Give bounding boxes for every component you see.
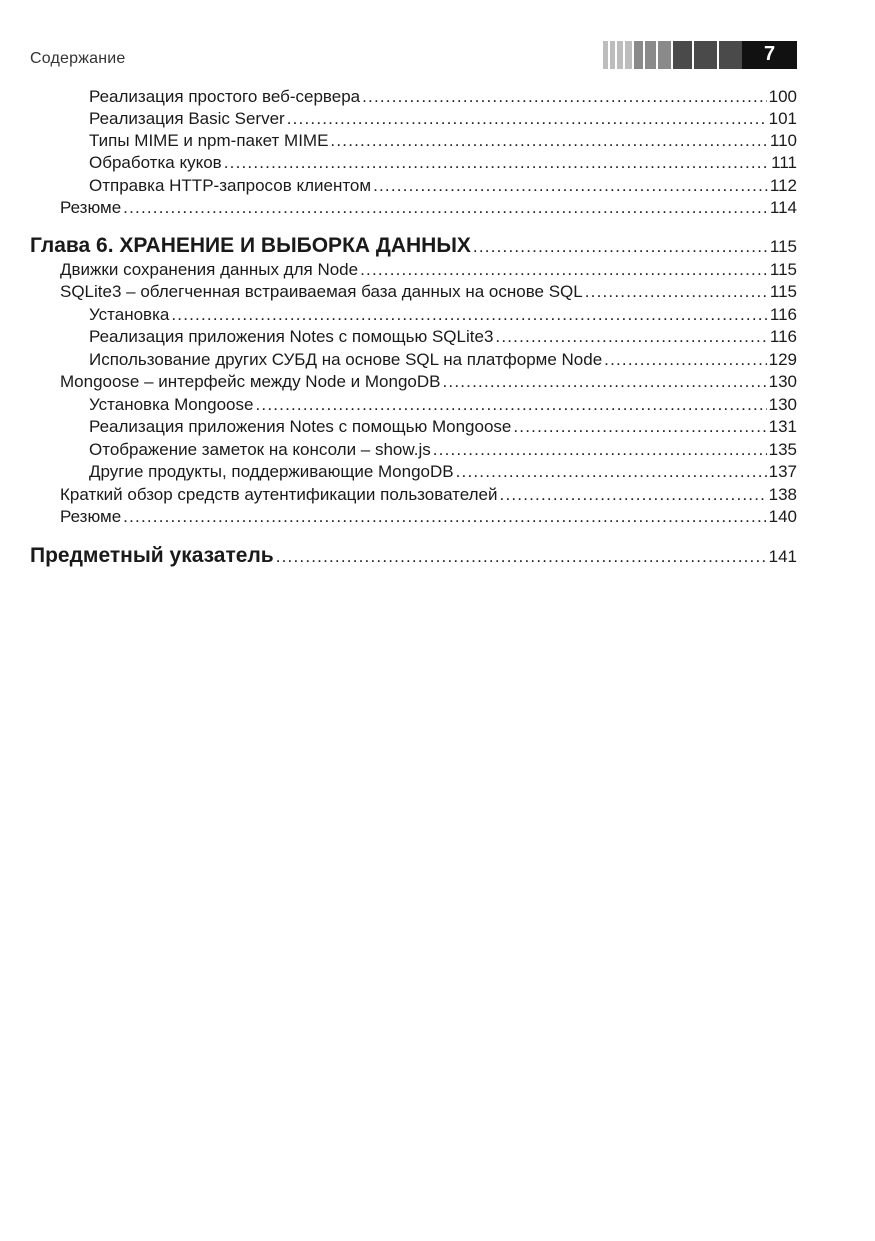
toc-entry[interactable] xyxy=(89,439,797,461)
toc-leader-dots xyxy=(362,86,767,108)
toc-entry-title: Предметный указатель xyxy=(30,544,274,567)
toc-entry-title: Использование других СУБД на основе SQL на платформе Node xyxy=(89,350,603,369)
toc-leader-dots xyxy=(495,326,767,348)
toc-entry-title: Реализация приложения Notes с помощью SQLite3 xyxy=(89,327,494,346)
toc-leader-dots xyxy=(373,175,768,197)
toc-entry-page: 140 xyxy=(768,507,797,526)
toc-leader-dots xyxy=(224,152,769,174)
toc-entry-page: 110 xyxy=(769,131,797,150)
toc-entry[interactable] xyxy=(89,108,797,130)
toc-entry-title: Резюме xyxy=(60,198,122,217)
toc-entry[interactable] xyxy=(89,130,797,152)
running-head: Содержание xyxy=(30,50,126,67)
toc-chapter-entry[interactable] xyxy=(30,545,797,568)
toc-leader-dots xyxy=(456,461,767,483)
toc-entry-page: 129 xyxy=(768,350,797,369)
toc-entry[interactable] xyxy=(89,326,797,348)
toc-entry[interactable] xyxy=(60,197,797,219)
toc-leader-dots xyxy=(513,416,766,438)
toc-entry[interactable] xyxy=(60,484,797,506)
toc-entry[interactable] xyxy=(89,416,797,438)
toc-entry-title: Установка Mongoose xyxy=(89,395,254,414)
toc-entry-page: 115 xyxy=(769,260,797,279)
page-tab-stripe xyxy=(694,41,717,69)
toc-entry-title: Движки сохранения данных для Node xyxy=(60,260,359,279)
toc-entry-page: 137 xyxy=(768,462,797,481)
toc-entry-title: Глава 6. ХРАНЕНИЕ И ВЫБОРКА ДАННЫХ xyxy=(30,234,471,257)
toc-leader-dots xyxy=(500,484,767,506)
toc-entry-page: 101 xyxy=(768,109,797,128)
toc-entry-title: Отображение заметок на консоли – show.js xyxy=(89,440,431,459)
toc-leader-dots xyxy=(604,349,766,371)
toc-entry-title: Реализация Basic Server xyxy=(89,109,285,128)
toc-entry[interactable] xyxy=(89,461,797,483)
toc-entry[interactable] xyxy=(60,371,797,393)
toc-entry[interactable] xyxy=(89,394,797,416)
toc-entry-title: Реализация приложения Notes с помощью Mongoose xyxy=(89,417,512,436)
page-tab-stripe xyxy=(610,41,615,69)
toc-leader-dots xyxy=(123,197,768,219)
toc-entry-page: 111 xyxy=(771,153,797,172)
toc-entry[interactable] xyxy=(89,349,797,371)
toc-entry-title: Реализация простого веб-сервера xyxy=(89,87,361,106)
toc-leader-dots xyxy=(276,546,767,568)
toc-entry[interactable] xyxy=(89,175,797,197)
toc-leader-dots xyxy=(123,506,766,528)
toc-entry-title: Обработка куков xyxy=(89,153,222,172)
toc-entry-title: Другие продукты, поддерживающие MongoDB xyxy=(89,462,454,481)
page-tab-stripe xyxy=(645,41,656,69)
page-tab-stripe xyxy=(658,41,671,69)
page-tab-stripe xyxy=(673,41,692,69)
toc-entry-page: 130 xyxy=(768,395,797,414)
toc-leader-dots xyxy=(287,108,767,130)
toc-entry[interactable] xyxy=(89,304,797,326)
toc-leader-dots xyxy=(171,304,768,326)
toc-entry-page: 135 xyxy=(768,440,797,459)
toc-entry-title: Типы MIME и npm-пакет MIME xyxy=(89,131,329,150)
toc-entry-page: 116 xyxy=(769,305,797,324)
toc-entry[interactable] xyxy=(89,86,797,108)
toc-entry-page: 138 xyxy=(768,485,797,504)
toc-entry[interactable] xyxy=(89,152,797,174)
toc-leader-dots xyxy=(585,281,768,303)
toc-entry-page: 115 xyxy=(769,237,797,256)
toc-leader-dots xyxy=(255,394,766,416)
toc-entry-title: Резюме xyxy=(60,507,122,526)
toc-entry-page: 100 xyxy=(768,87,797,106)
page-tab-stripe xyxy=(634,41,643,69)
toc-entry-title: Отправка HTTP-запросов клиентом xyxy=(89,176,372,195)
page-tab-stripe xyxy=(625,41,632,69)
page-tab-stripe xyxy=(617,41,623,69)
toc-entry-title: Установка xyxy=(89,305,170,324)
toc-entry-title: Краткий обзор средств аутентификации пользователей xyxy=(60,485,498,504)
toc-leader-dots xyxy=(473,236,768,258)
toc-leader-dots xyxy=(330,130,767,152)
toc-entry-page: 116 xyxy=(769,327,797,346)
toc-entry-title: Mongoose – интерфейс между Node и MongoDB xyxy=(60,372,441,391)
toc-entry-page: 131 xyxy=(768,417,797,436)
toc-entry-page: 130 xyxy=(768,372,797,391)
toc-entry-page: 115 xyxy=(769,282,797,301)
toc-entry[interactable] xyxy=(60,506,797,528)
toc-leader-dots xyxy=(433,439,767,461)
toc-entry-page: 141 xyxy=(768,547,797,566)
toc-entry-title: SQLite3 – облегченная встраиваемая база данных на основе SQL xyxy=(60,282,583,301)
toc-entry[interactable] xyxy=(60,281,797,303)
toc-entry-page: 114 xyxy=(769,198,797,217)
toc-entry-page: 112 xyxy=(769,176,797,195)
page-number-box: 7 xyxy=(742,41,797,69)
toc-chapter-entry[interactable] xyxy=(30,235,797,258)
toc-entry[interactable] xyxy=(60,259,797,281)
page-tab-stripe xyxy=(603,41,608,69)
toc-leader-dots xyxy=(360,259,768,281)
toc-leader-dots xyxy=(442,371,766,393)
